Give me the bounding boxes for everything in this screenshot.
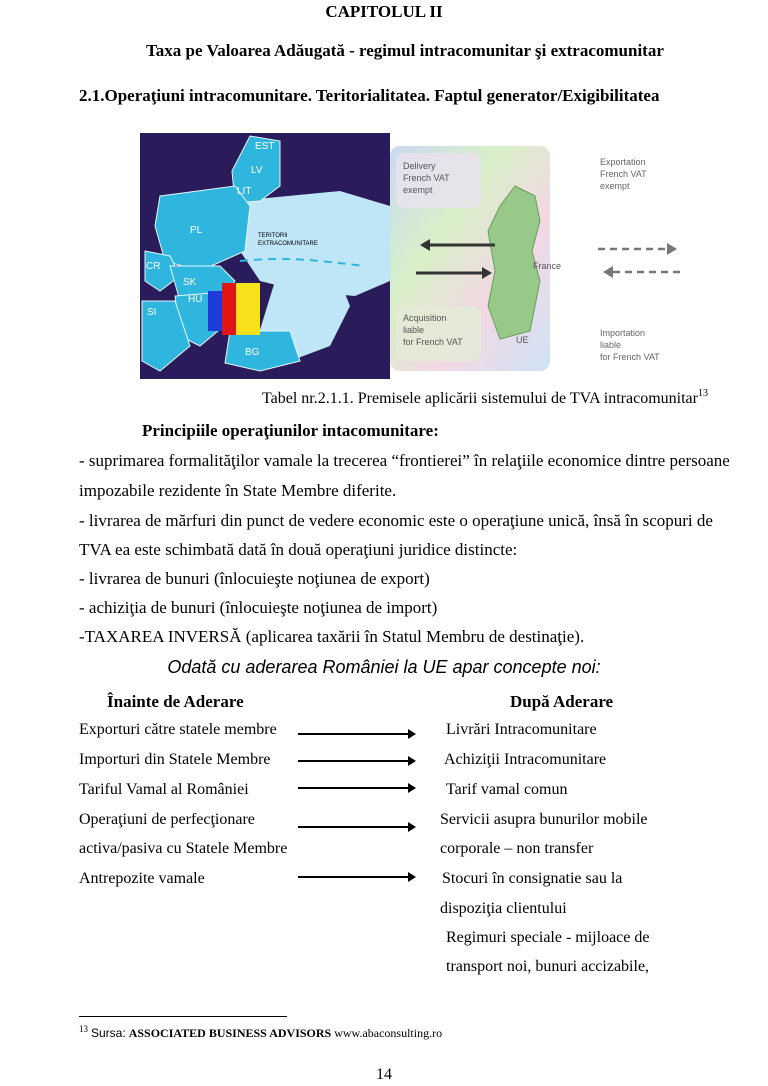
eu-map bbox=[140, 133, 390, 379]
label-pl: PL bbox=[190, 225, 203, 236]
svg-text:exempt bbox=[600, 181, 630, 191]
svg-text:for French VAT bbox=[600, 352, 660, 362]
svg-text:exempt bbox=[403, 185, 433, 195]
label-est: EST bbox=[255, 141, 275, 152]
label-si: SI bbox=[147, 307, 157, 318]
svg-text:for French VAT bbox=[403, 337, 463, 347]
principles-heading: Principiile operaţiunilor intacomunitare: bbox=[142, 421, 439, 440]
comparison-title: Odată cu aderarea României la UE apar concepte noi: bbox=[167, 657, 601, 677]
before-heading: Înainte de Aderare bbox=[107, 692, 244, 711]
figure-caption bbox=[262, 390, 708, 408]
principles-line: - suprimarea formalităţilor vamale la trecerea “frontierei” în relaţiile economice dintre persoane bbox=[79, 451, 730, 470]
export-line-3: exempt bbox=[600, 181, 630, 191]
label-bg: BG bbox=[245, 347, 260, 358]
svg-text:liable bbox=[600, 340, 621, 350]
label-lv: LV bbox=[251, 165, 263, 176]
svg-text:Exportation bbox=[600, 157, 646, 167]
svg-text:French VAT bbox=[600, 169, 647, 179]
after-item: Regimuri speciale - mijloace de bbox=[446, 929, 650, 946]
footnote-source-url: www.abaconsulting.ro bbox=[334, 1026, 443, 1040]
footnote bbox=[79, 1024, 442, 1041]
principles-line: impozabile rezidente în State Membre diferite. bbox=[79, 481, 397, 500]
import-line-1: Importation bbox=[600, 328, 646, 338]
before-item: Tariful Vamal al României bbox=[79, 781, 249, 798]
vat-flow-diagram bbox=[390, 146, 561, 371]
label-france: France bbox=[533, 261, 562, 271]
principles-line: - livrarea de bunuri (înlocuieşte noţiunea de export) bbox=[79, 569, 430, 588]
footnote-number: 13 bbox=[79, 1024, 88, 1034]
principles-line: TVA ea este schimbată dată în două operaţiuni juridice distincte: bbox=[79, 540, 518, 559]
svg-text:French VAT bbox=[403, 173, 450, 183]
after-item: dispoziţia clientului bbox=[440, 900, 567, 917]
arrow-icon bbox=[298, 733, 414, 735]
arrow-icon bbox=[298, 826, 414, 828]
svg-text:liable bbox=[403, 325, 424, 335]
after-item: Achiziţii Intracomunitare bbox=[444, 751, 607, 768]
page-number: 14 bbox=[376, 1066, 392, 1083]
label-ue: UE bbox=[516, 335, 529, 345]
after-item: Livrări Intracomunitare bbox=[446, 721, 597, 738]
after-item: corporale – non transfer bbox=[440, 840, 594, 857]
export-import-legend bbox=[598, 157, 680, 362]
import-line-3: for French VAT bbox=[600, 352, 660, 362]
svg-text:Importation bbox=[600, 328, 645, 338]
before-item: activa/pasiva cu Statele Membre bbox=[79, 840, 288, 857]
acquisition-line-3: for French VAT bbox=[403, 337, 463, 347]
arrow-icon bbox=[298, 876, 414, 878]
footnote-source-org: ASSOCIATED BUSINESS ADVISORS bbox=[128, 1026, 332, 1040]
arrow-icon bbox=[298, 787, 414, 789]
label-territory-1: TERITORII bbox=[258, 233, 288, 239]
label-territory-2: EXTRACOMUNITARE bbox=[258, 241, 318, 247]
label-lit: LIT bbox=[237, 186, 252, 197]
caption-text: Tabel nr.2.1.1. Premisele aplicării sistemului de TVA intracomunitar bbox=[262, 390, 698, 407]
after-heading: După Aderare bbox=[510, 692, 614, 711]
vat-figure bbox=[140, 131, 683, 379]
after-item: transport noi, bunuri accizabile, bbox=[446, 958, 650, 975]
label-sk: SK bbox=[183, 277, 197, 288]
acquisition-line-1: Acquisition bbox=[403, 313, 447, 323]
delivery-line-1: Delivery bbox=[403, 161, 436, 171]
delivery-line-2: French VAT bbox=[403, 173, 450, 183]
label-hu: HU bbox=[188, 294, 203, 305]
arrow-icon bbox=[298, 760, 414, 762]
before-item: Operaţiuni de perfecţionare bbox=[79, 811, 255, 828]
chapter-subtitle: Taxa pe Valoarea Adăugată - regimul intracomunitar şi extracomunitar bbox=[146, 41, 664, 60]
principles-line: - achiziţia de bunuri (înlocuieşte noţiunea de import) bbox=[79, 598, 438, 617]
before-item: Antrepozite vamale bbox=[79, 870, 205, 887]
principles-line: -TAXAREA INVERSĂ (aplicarea taxării în Statul Membru de destinaţie). bbox=[79, 627, 585, 646]
export-line-2: French VAT bbox=[600, 169, 647, 179]
acquisition-line-2: liable bbox=[403, 325, 425, 335]
after-item: Stocuri în consignatie sau la bbox=[442, 870, 623, 887]
before-item: Importuri din Statele Membre bbox=[79, 751, 271, 768]
delivery-line-3: exempt bbox=[403, 185, 433, 195]
label-cr: CR bbox=[146, 261, 161, 272]
import-line-2: liable bbox=[600, 340, 622, 350]
footnote-source-label: Sursa: bbox=[91, 1026, 126, 1040]
chapter-title: CAPITOLUL II bbox=[325, 2, 443, 21]
footnote-divider bbox=[79, 1016, 287, 1017]
principles-line: - livrarea de mărfuri din punct de vedere economic este o operaţiune unică, însă în scopuri de bbox=[79, 511, 713, 530]
after-item: Tarif vamal comun bbox=[446, 781, 568, 798]
section-heading: 2.1.Operaţiuni intracomunitare. Teritorialitatea. Faptul generator/Exigibilitatea bbox=[79, 86, 660, 105]
after-item: Servicii asupra bunurilor mobile bbox=[440, 811, 648, 828]
export-line-1: Exportation bbox=[600, 157, 646, 167]
svg-text:Acquisition bbox=[403, 313, 447, 323]
before-item: Exporturi către statele membre bbox=[79, 721, 277, 738]
svg-text:Delivery bbox=[403, 161, 436, 171]
caption-footnote-ref: 13 bbox=[697, 388, 708, 399]
